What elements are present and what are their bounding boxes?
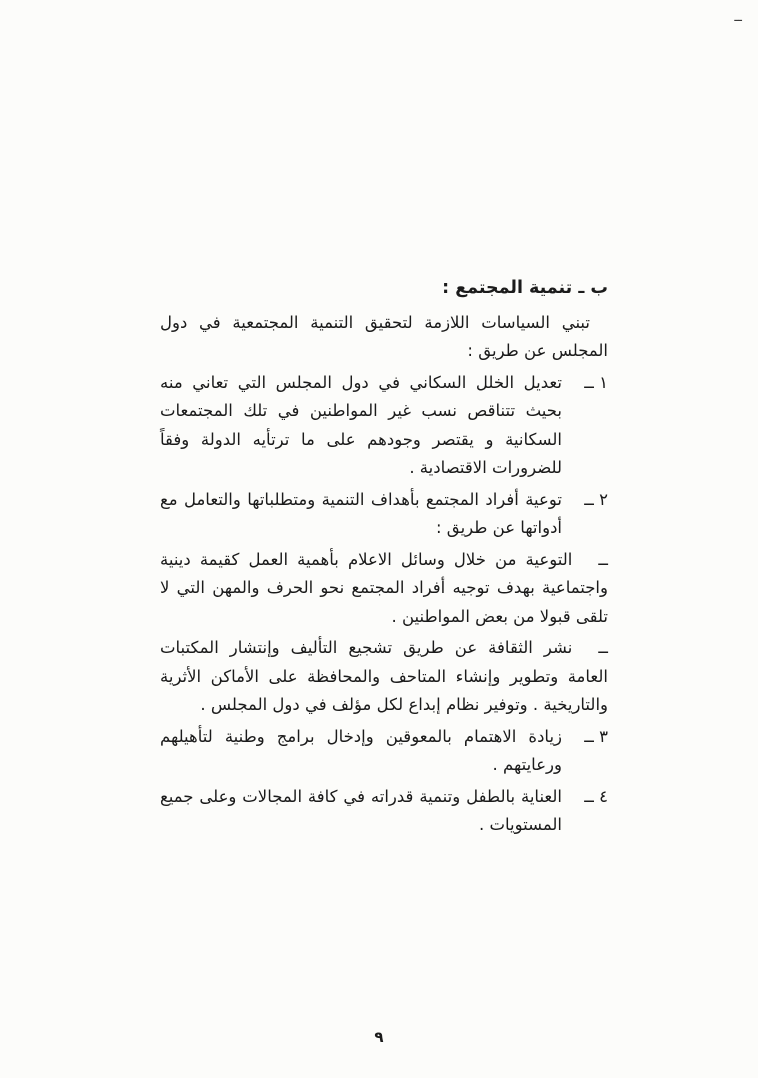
item-marker: ١ ــ — [584, 372, 608, 392]
item-text: التوعية من خلال وسائل الاعلام بأهمية العمل كقيمة دينية واجتماعية بهدف توجيه أفراد المجتمع نحو الحرف والمهن التي لا تلقى قبولا من بعض المواطنين . — [160, 549, 608, 626]
intro-paragraph: تبني السياسات اللازمة لتحقيق التنمية المجتمعية في دول المجلس عن طريق : — [160, 312, 608, 360]
item-text: نشر الثقافة عن طريق تشجيع التأليف وإنتشار المكتبات العامة وتطوير وإنشاء المتاحف والمحافظة على الأماكن الأثرية والتاريخية . وتوفير نظام إبداع لكل مؤلف في دول المجلس . — [160, 638, 608, 714]
item-marker: ــ — [598, 638, 608, 657]
section-heading: ب ـ تنمية المجتمع : — [442, 278, 608, 298]
list-item — [160, 723, 608, 780]
document-body — [160, 274, 608, 840]
corner-dash-mark: ــ — [734, 10, 742, 25]
list-item — [160, 486, 608, 543]
list-item — [160, 783, 608, 840]
list-sub-item — [160, 546, 608, 632]
item-marker: ــ — [598, 549, 608, 569]
item-marker: ٣ ــ — [584, 726, 608, 746]
item-marker: ٤ ــ — [584, 786, 608, 806]
item-marker: ٢ ــ — [584, 489, 608, 509]
item-text: تعديل الخلل السكاني في دول المجلس التي تعاني منه بحيث تتناقص نسب غير المواطنين في تلك المجتمعات السكانية و يقتصر وجودهم على ما ترتأيه الدولة وفقاً للضرورات الاقتصادية . — [160, 372, 562, 477]
page-number: ٩ — [374, 1028, 384, 1046]
item-text: العناية بالطفل وتنمية قدراته في كافة المجالات وعلى جميع المستويات . — [160, 786, 562, 834]
list-item — [160, 369, 608, 483]
item-text: توعية أفراد المجتمع بأهداف التنمية ومتطلباتها والتعامل مع أدواتها عن طريق : — [160, 489, 562, 537]
list-sub-item — [160, 634, 608, 720]
item-text: زيادة الاهتمام بالمعوقين وإدخال برامج وطنية لتأهيلهم ورعايتهم . — [160, 726, 562, 774]
